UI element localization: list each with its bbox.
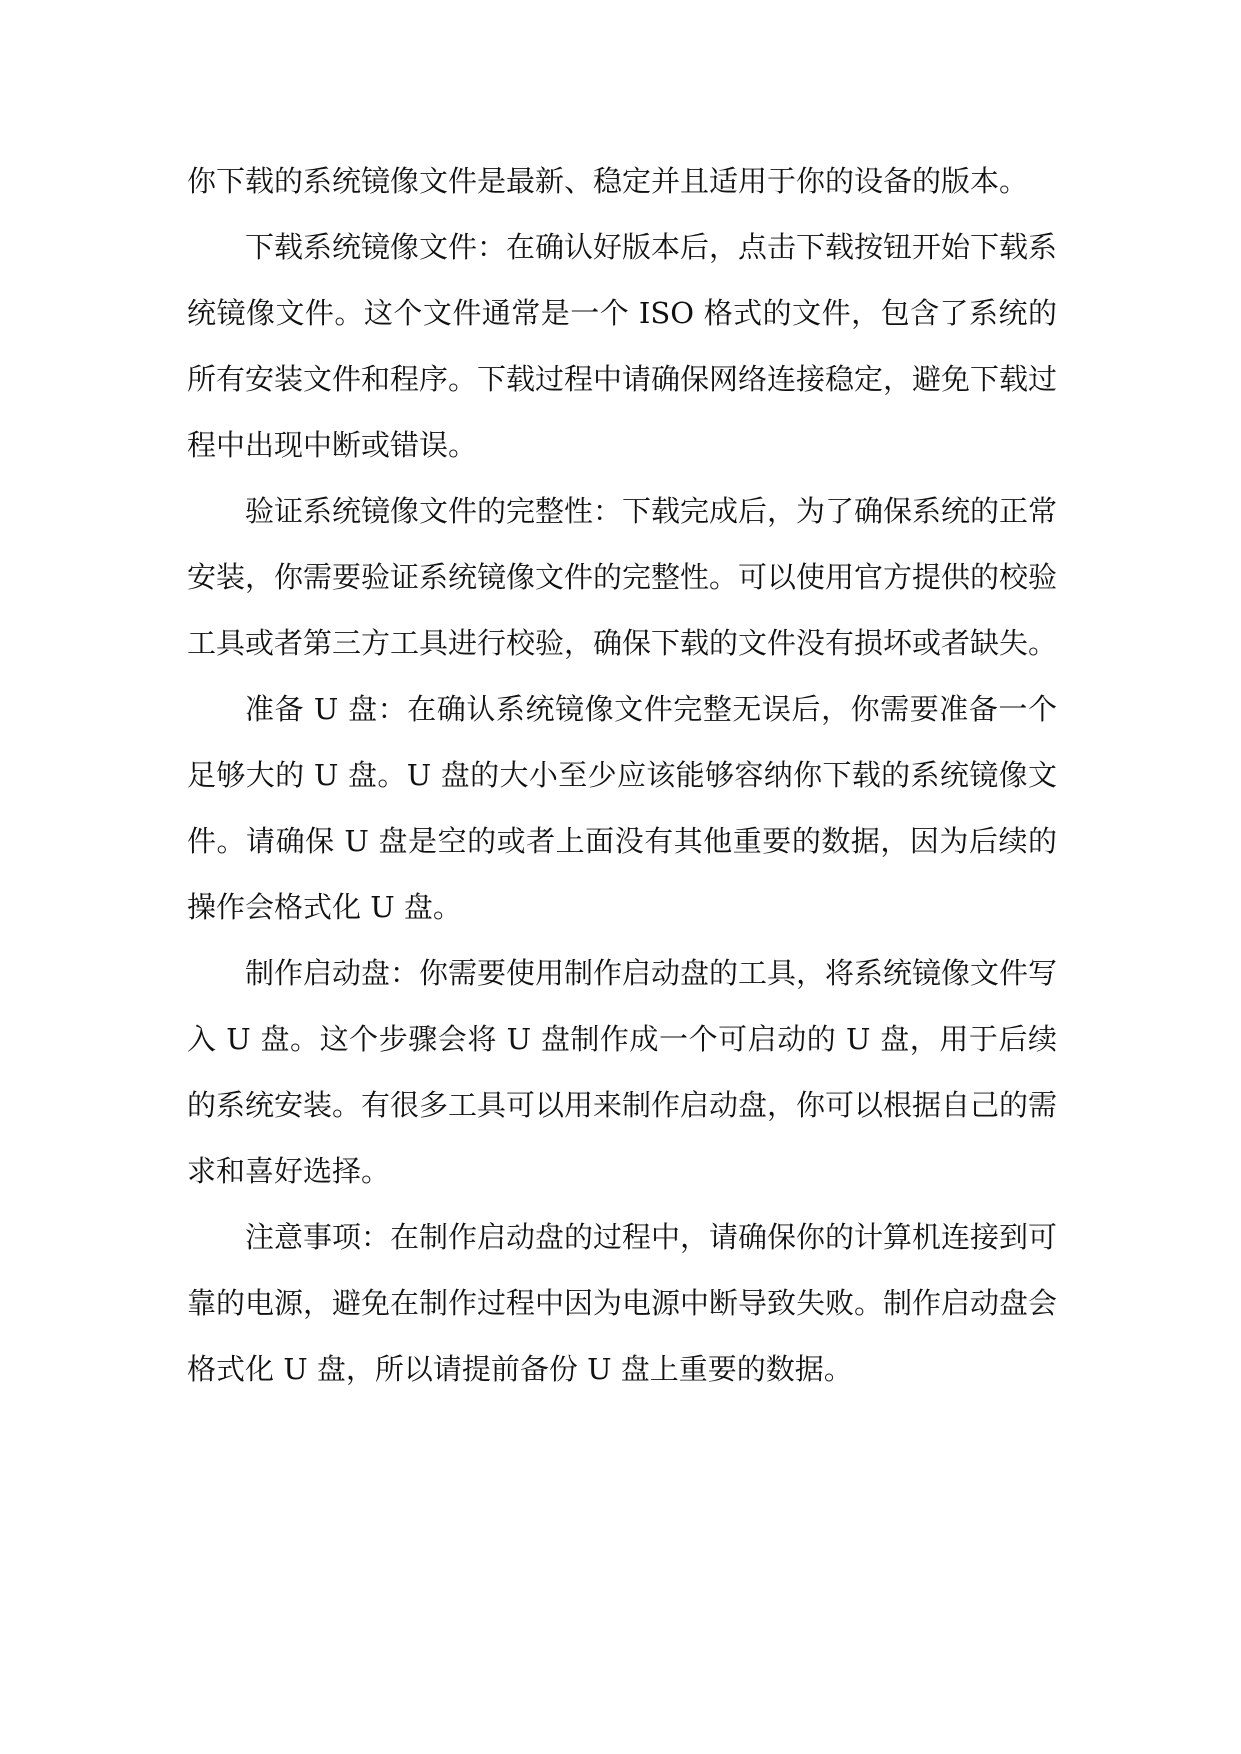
paragraph-prepare-usb: 准备 U 盘：在确认系统镜像文件完整无误后，你需要准备一个足够大的 U 盘。U 盘的大小至少应该能够容纳你下载的系统镜像文件。请确保 U 盘是空的或者上面没有其他重要的数据，因为后续的操作会格式化 U 盘。 <box>187 692 1057 924</box>
paragraph-download-image: 下载系统镜像文件：在确认好版本后，点击下载按钮开始下载系统镜像文件。这个文件通常是一个 ISO 格式的文件，包含了系统的所有安装文件和程序。下载过程中请确保网络连接稳定，避免下载过程中出现中断或错误。 <box>187 230 1058 462</box>
paragraph-continued: 你下载的系统镜像文件是最新、稳定并且适用于你的设备的版本。 <box>187 164 1029 198</box>
paragraph-make-boot-disk: 制作启动盘：你需要使用制作启动盘的工具，将系统镜像文件写入 U 盘。这个步骤会将 U 盘制作成一个可启动的 U 盘，用于后续的系统安装。有很多工具可以用来制作启动盘，你可以根据自己的需求和喜好选择。 <box>187 956 1058 1188</box>
paragraph-notes: 注意事项：在制作启动盘的过程中，请确保你的计算机连接到可靠的电源，避免在制作过程中因为电源中断导致失败。制作启动盘会格式化 U 盘，所以请提前备份 U 盘上重要的数据。 <box>187 1220 1058 1386</box>
document-body <box>187 148 1057 1402</box>
paragraph-verify-integrity: 验证系统镜像文件的完整性：下载完成后，为了确保系统的正常安装，你需要验证系统镜像文件的完整性。可以使用官方提供的校验工具或者第三方工具进行校验，确保下载的文件没有损坏或者缺失。 <box>187 494 1058 660</box>
